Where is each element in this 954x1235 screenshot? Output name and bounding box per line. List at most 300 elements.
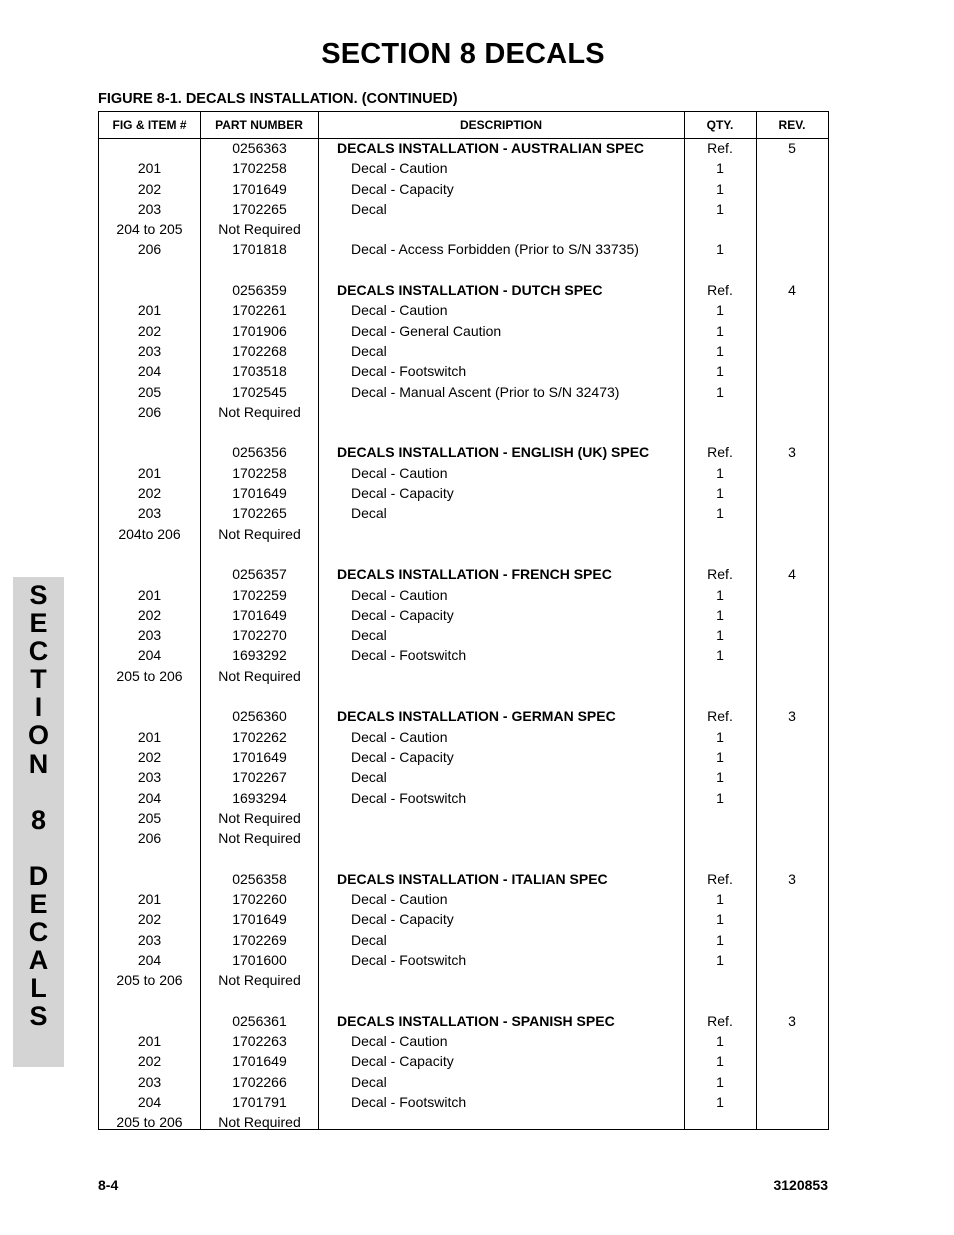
rev-cell: [756, 950, 828, 970]
qty-cell: [684, 422, 756, 442]
side-tab-letter: [13, 834, 64, 862]
table-row: [99, 402, 828, 422]
table-body: [99, 138, 828, 1133]
header-qty: QTY.: [706, 118, 734, 132]
rev-cell: [756, 808, 828, 828]
part-number-cell: 1701600: [232, 951, 287, 968]
rev-cell: [756, 1051, 828, 1071]
description-cell: [351, 422, 696, 442]
table-row: [99, 869, 828, 889]
part-number-cell: 1701906: [232, 322, 287, 339]
description-cell: Decal: [351, 769, 387, 786]
rev-cell: [756, 1092, 828, 1112]
rev-cell: [756, 239, 828, 259]
description-cell: Decal - Capacity: [351, 1053, 454, 1070]
side-tab-letters: [13, 581, 64, 1031]
description-cell: DECALS INSTALLATION - AUSTRALIAN SPEC: [337, 140, 644, 156]
rev-cell: [756, 848, 828, 868]
fig-item-cell: 202: [137, 322, 162, 339]
description-cell: [351, 990, 696, 1010]
rev-cell: [756, 402, 828, 422]
part-number-cell: 1703518: [232, 363, 287, 380]
table-row: [99, 158, 828, 178]
qty-cell: [684, 219, 756, 239]
description-cell: [351, 828, 696, 848]
description-cell: Decal - Manual Ascent (Prior to S/N 32473): [351, 383, 620, 400]
table-row: [99, 909, 828, 929]
qty-cell: 1: [716, 1053, 724, 1070]
side-tab-letter: S: [29, 1001, 48, 1032]
table-row: [99, 503, 828, 523]
qty-cell: [684, 1112, 756, 1132]
rev-cell: [756, 645, 828, 665]
description-cell: [351, 402, 696, 422]
fig-item-cell: 204: [137, 363, 162, 380]
rev-cell: 3: [788, 708, 796, 725]
fig-item-cell: 201: [137, 586, 162, 603]
part-number-cell: [200, 990, 319, 1010]
fig-item-cell: 202: [137, 1053, 162, 1070]
rev-cell: [756, 990, 828, 1010]
qty-cell: [684, 524, 756, 544]
qty-cell: 1: [716, 302, 724, 319]
part-number-cell: 0256363: [232, 140, 287, 156]
rev-cell: [756, 788, 828, 808]
part-number-cell: 1701818: [232, 241, 287, 258]
description-cell: Decal - General Caution: [351, 322, 502, 339]
rev-cell: [756, 889, 828, 909]
rev-cell: 5: [788, 140, 796, 156]
rev-cell: [756, 382, 828, 402]
table-row: [99, 1112, 828, 1132]
part-number-cell: Not Required: [218, 830, 301, 847]
qty-cell: [684, 970, 756, 990]
part-number-cell: 1702266: [232, 1073, 287, 1090]
part-number-cell: 1702259: [232, 586, 287, 603]
rev-cell: [756, 970, 828, 990]
description-cell: DECALS INSTALLATION - DUTCH SPEC: [337, 282, 603, 299]
rev-cell: [756, 727, 828, 747]
side-tab-letter: S: [29, 580, 48, 610]
table-row: [99, 341, 828, 361]
header-fig-item: FIG & ITEM #: [112, 118, 187, 132]
part-number-cell: 1701649: [232, 911, 287, 928]
description-cell: DECALS INSTALLATION - FRENCH SPEC: [337, 566, 612, 583]
side-tab-letter: C: [28, 917, 49, 948]
header-part-number: PART NUMBER: [215, 118, 303, 132]
qty-cell: 1: [716, 383, 724, 400]
side-tab-letter: D: [28, 860, 49, 891]
table-row: [99, 930, 828, 950]
table-row: [99, 747, 828, 767]
rev-cell: [756, 767, 828, 787]
rev-cell: [756, 585, 828, 605]
description-cell: Decal - Capacity: [351, 180, 454, 197]
fig-item-cell: [99, 848, 200, 868]
table-row: [99, 442, 828, 462]
table-row: [99, 788, 828, 808]
fig-item-cell: 201: [137, 464, 162, 481]
fig-item-cell: [99, 280, 200, 300]
table-row: [99, 239, 828, 259]
table-row: [99, 280, 828, 300]
table-row: [99, 544, 828, 564]
part-number-cell: 1702261: [232, 302, 287, 319]
fig-item-cell: 202: [137, 748, 162, 765]
qty-cell: 1: [716, 180, 724, 197]
part-number-cell: 1701649: [232, 180, 287, 197]
fig-item-cell: 203: [137, 769, 162, 786]
qty-cell: [684, 848, 756, 868]
side-tab-letter: O: [27, 720, 49, 751]
rev-cell: 3: [788, 870, 796, 887]
description-cell: DECALS INSTALLATION - ENGLISH (UK) SPEC: [337, 444, 650, 461]
qty-cell: 1: [716, 241, 724, 258]
description-cell: Decal - Capacity: [351, 748, 454, 765]
table-row: [99, 138, 828, 158]
qty-cell: 1: [716, 1093, 724, 1110]
table-row: [99, 727, 828, 747]
part-number-cell: 1702258: [232, 464, 287, 481]
qty-cell: Ref.: [707, 140, 733, 156]
fig-item-cell: 204 to 205: [116, 221, 183, 238]
rev-cell: [756, 1072, 828, 1092]
table-row: [99, 382, 828, 402]
fig-item-cell: 204: [137, 1093, 162, 1110]
table-row: [99, 1031, 828, 1051]
rev-cell: [756, 199, 828, 219]
parts-table: [98, 111, 829, 1130]
rev-cell: [756, 1031, 828, 1051]
qty-cell: 1: [716, 464, 724, 481]
table-row: [99, 889, 828, 909]
description-cell: Decal - Footswitch: [351, 1093, 467, 1110]
table-row: [99, 625, 828, 645]
part-number-cell: 0256360: [232, 708, 287, 725]
fig-item-cell: 205: [137, 383, 162, 400]
qty-cell: [684, 402, 756, 422]
qty-cell: 1: [716, 505, 724, 522]
description-cell: [351, 808, 696, 828]
rev-cell: [756, 422, 828, 442]
part-number-cell: [200, 686, 319, 706]
table-row: [99, 524, 828, 544]
table-row: [99, 199, 828, 219]
description-cell: Decal - Footswitch: [351, 951, 467, 968]
description-cell: [351, 686, 696, 706]
fig-item-cell: 203: [137, 1073, 162, 1090]
description-cell: Decal - Caution: [351, 728, 448, 745]
description-cell: DECALS INSTALLATION - ITALIAN SPEC: [337, 870, 608, 887]
fig-item-cell: 205 to 206: [116, 1114, 183, 1131]
table-row: [99, 463, 828, 483]
table-row: [99, 361, 828, 381]
fig-item-cell: 201: [137, 890, 162, 907]
side-tab-letter: L: [30, 973, 47, 1004]
rev-cell: [756, 300, 828, 320]
qty-cell: 1: [716, 627, 724, 644]
part-number-cell: Not Required: [218, 403, 301, 420]
side-tab-letter: E: [29, 889, 48, 920]
description-cell: Decal: [351, 200, 387, 217]
qty-cell: 1: [716, 647, 724, 664]
table-row: [99, 1051, 828, 1071]
rev-cell: [756, 828, 828, 848]
description-cell: [351, 544, 696, 564]
figure-title: FIGURE 8-1. DECALS INSTALLATION. (CONTINUED): [98, 91, 458, 107]
description-cell: Decal - Caution: [351, 890, 448, 907]
part-number-cell: [200, 422, 319, 442]
fig-item-cell: [99, 442, 200, 462]
table-row: [99, 950, 828, 970]
table-row: [99, 300, 828, 320]
description-cell: Decal: [351, 342, 387, 359]
fig-item-cell: [99, 990, 200, 1010]
qty-cell: 1: [716, 200, 724, 217]
fig-item-cell: 206: [137, 403, 162, 420]
qty-cell: 1: [716, 911, 724, 928]
qty-cell: 1: [716, 789, 724, 806]
description-cell: Decal - Caution: [351, 464, 448, 481]
part-number-cell: 1702267: [232, 769, 287, 786]
qty-cell: 1: [716, 769, 724, 786]
part-number-cell: 0256361: [232, 1012, 287, 1029]
table-row: [99, 605, 828, 625]
description-cell: [351, 848, 696, 868]
table-row: [99, 970, 828, 990]
qty-cell: 1: [716, 322, 724, 339]
part-number-cell: Not Required: [218, 972, 301, 989]
part-number-cell: 1702260: [232, 890, 287, 907]
side-tab-letter: I: [34, 692, 43, 723]
description-cell: [351, 219, 696, 239]
fig-item-cell: 203: [137, 931, 162, 948]
qty-cell: 1: [716, 951, 724, 968]
fig-item-cell: [99, 1011, 200, 1031]
table-row: [99, 686, 828, 706]
rev-cell: [756, 544, 828, 564]
qty-cell: Ref.: [707, 566, 733, 583]
table-row: [99, 321, 828, 341]
fig-item-cell: 204to 206: [118, 525, 181, 542]
rev-cell: 3: [788, 444, 796, 461]
part-number-cell: [200, 260, 319, 280]
qty-cell: 1: [716, 586, 724, 603]
table-row: [99, 666, 828, 686]
qty-cell: [684, 544, 756, 564]
part-number-cell: 1701649: [232, 606, 287, 623]
section-side-tab: [13, 577, 64, 1067]
description-cell: Decal - Caution: [351, 302, 448, 319]
fig-item-cell: [99, 706, 200, 726]
description-cell: Decal - Caution: [351, 1033, 448, 1050]
description-cell: Decal: [351, 931, 387, 948]
header-description: DESCRIPTION: [459, 118, 542, 132]
fig-item-cell: 201: [137, 160, 162, 177]
qty-cell: [684, 666, 756, 686]
rev-cell: [756, 483, 828, 503]
rev-cell: 4: [788, 566, 796, 583]
qty-cell: [684, 260, 756, 280]
qty-cell: 1: [716, 1033, 724, 1050]
rev-cell: [756, 158, 828, 178]
rev-cell: [756, 503, 828, 523]
table-row: [99, 179, 828, 199]
part-number-cell: 1702265: [232, 505, 287, 522]
description-cell: Decal - Caution: [351, 160, 448, 177]
part-number-cell: 1702265: [232, 200, 287, 217]
fig-item-cell: [99, 138, 200, 158]
table-row: [99, 1011, 828, 1031]
part-number-cell: Not Required: [218, 667, 301, 684]
part-number-cell: 1702263: [232, 1033, 287, 1050]
part-number-cell: Not Required: [218, 525, 301, 542]
side-tab-letter: C: [28, 636, 49, 667]
page-number: 8-4: [98, 1177, 119, 1193]
fig-item-cell: 203: [137, 627, 162, 644]
description-cell: Decal - Capacity: [351, 485, 454, 502]
qty-cell: 1: [716, 606, 724, 623]
description-cell: DECALS INSTALLATION - SPANISH SPEC: [337, 1012, 615, 1029]
part-number-cell: 0256357: [232, 566, 287, 583]
fig-item-cell: 203: [137, 200, 162, 217]
side-tab-letter: [13, 778, 64, 806]
side-tab-letter: T: [30, 664, 47, 695]
part-number-cell: 1702545: [232, 383, 287, 400]
fig-item-cell: 206: [137, 830, 162, 847]
table-row: [99, 422, 828, 442]
fig-item-cell: 202: [137, 911, 162, 928]
rev-cell: [756, 361, 828, 381]
fig-item-cell: 205 to 206: [116, 972, 183, 989]
document-number: 3120853: [773, 1177, 828, 1193]
qty-cell: Ref.: [707, 282, 733, 299]
part-number-cell: 1701649: [232, 485, 287, 502]
table-row: [99, 585, 828, 605]
rev-cell: [756, 747, 828, 767]
rev-cell: [756, 524, 828, 544]
part-number-cell: 1702262: [232, 728, 287, 745]
description-cell: Decal - Caution: [351, 586, 448, 603]
fig-item-cell: [99, 686, 200, 706]
table-row: [99, 645, 828, 665]
part-number-cell: [200, 848, 319, 868]
table-row: [99, 260, 828, 280]
rev-cell: [756, 666, 828, 686]
fig-item-cell: 202: [137, 485, 162, 502]
part-number-cell: [200, 544, 319, 564]
description-cell: Decal: [351, 505, 387, 522]
part-number-cell: 0256358: [232, 870, 287, 887]
description-cell: Decal: [351, 1073, 387, 1090]
table-row: [99, 848, 828, 868]
part-number-cell: 1701791: [232, 1093, 287, 1110]
rev-cell: 3: [788, 1012, 796, 1029]
qty-cell: Ref.: [707, 1012, 733, 1029]
part-number-cell: 1702268: [232, 342, 287, 359]
qty-cell: 1: [716, 931, 724, 948]
description-cell: [351, 666, 696, 686]
table-row: [99, 219, 828, 239]
rev-cell: [756, 930, 828, 950]
table-row: [99, 1072, 828, 1092]
fig-item-cell: 201: [137, 302, 162, 319]
rev-cell: [756, 605, 828, 625]
rev-cell: [756, 260, 828, 280]
fig-item-cell: [99, 869, 200, 889]
rev-cell: 4: [788, 282, 796, 299]
side-tab-letter: A: [28, 945, 49, 976]
rev-cell: [756, 1112, 828, 1132]
qty-cell: Ref.: [707, 708, 733, 725]
rev-cell: [756, 463, 828, 483]
table-row: [99, 828, 828, 848]
fig-item-cell: [99, 564, 200, 584]
table-row: [99, 808, 828, 828]
rev-cell: [756, 625, 828, 645]
description-cell: Decal - Footswitch: [351, 647, 467, 664]
fig-item-cell: [99, 422, 200, 442]
fig-item-cell: [99, 544, 200, 564]
rev-cell: [756, 219, 828, 239]
fig-item-cell: 204: [137, 789, 162, 806]
part-number-cell: Not Required: [218, 1114, 301, 1131]
fig-item-cell: 206: [137, 241, 162, 258]
qty-cell: [684, 990, 756, 1010]
table-row: [99, 767, 828, 787]
part-number-cell: 0256356: [232, 444, 287, 461]
qty-cell: 1: [716, 728, 724, 745]
fig-item-cell: 203: [137, 505, 162, 522]
rev-cell: [756, 341, 828, 361]
fig-item-cell: 201: [137, 1033, 162, 1050]
description-cell: Decal - Capacity: [351, 606, 454, 623]
description-cell: [351, 1112, 696, 1132]
rev-cell: [756, 686, 828, 706]
fig-item-cell: [99, 260, 200, 280]
fig-item-cell: 202: [137, 606, 162, 623]
qty-cell: 1: [716, 485, 724, 502]
qty-cell: Ref.: [707, 870, 733, 887]
fig-item-cell: 204: [137, 647, 162, 664]
table-row: [99, 990, 828, 1010]
rev-cell: [756, 909, 828, 929]
part-number-cell: 1693294: [232, 789, 287, 806]
fig-item-cell: 205: [137, 809, 162, 826]
rev-cell: [756, 179, 828, 199]
qty-cell: [684, 808, 756, 828]
fig-item-cell: 202: [137, 180, 162, 197]
part-number-cell: Not Required: [218, 809, 301, 826]
side-tab-letter: 8: [30, 804, 47, 835]
table-row: [99, 564, 828, 584]
description-cell: [351, 260, 696, 280]
qty-cell: 1: [716, 160, 724, 177]
rev-cell: [756, 321, 828, 341]
fig-item-cell: 203: [137, 342, 162, 359]
part-number-cell: 1701649: [232, 1053, 287, 1070]
fig-item-cell: 204: [137, 951, 162, 968]
qty-cell: [684, 828, 756, 848]
part-number-cell: 0256359: [232, 282, 287, 299]
table-row: [99, 1092, 828, 1112]
qty-cell: 1: [716, 342, 724, 359]
description-cell: DECALS INSTALLATION - GERMAN SPEC: [337, 708, 616, 725]
description-cell: Decal: [351, 627, 387, 644]
page-title: SECTION 8 DECALS: [321, 38, 605, 70]
qty-cell: 1: [716, 363, 724, 380]
description-cell: Decal - Capacity: [351, 911, 454, 928]
